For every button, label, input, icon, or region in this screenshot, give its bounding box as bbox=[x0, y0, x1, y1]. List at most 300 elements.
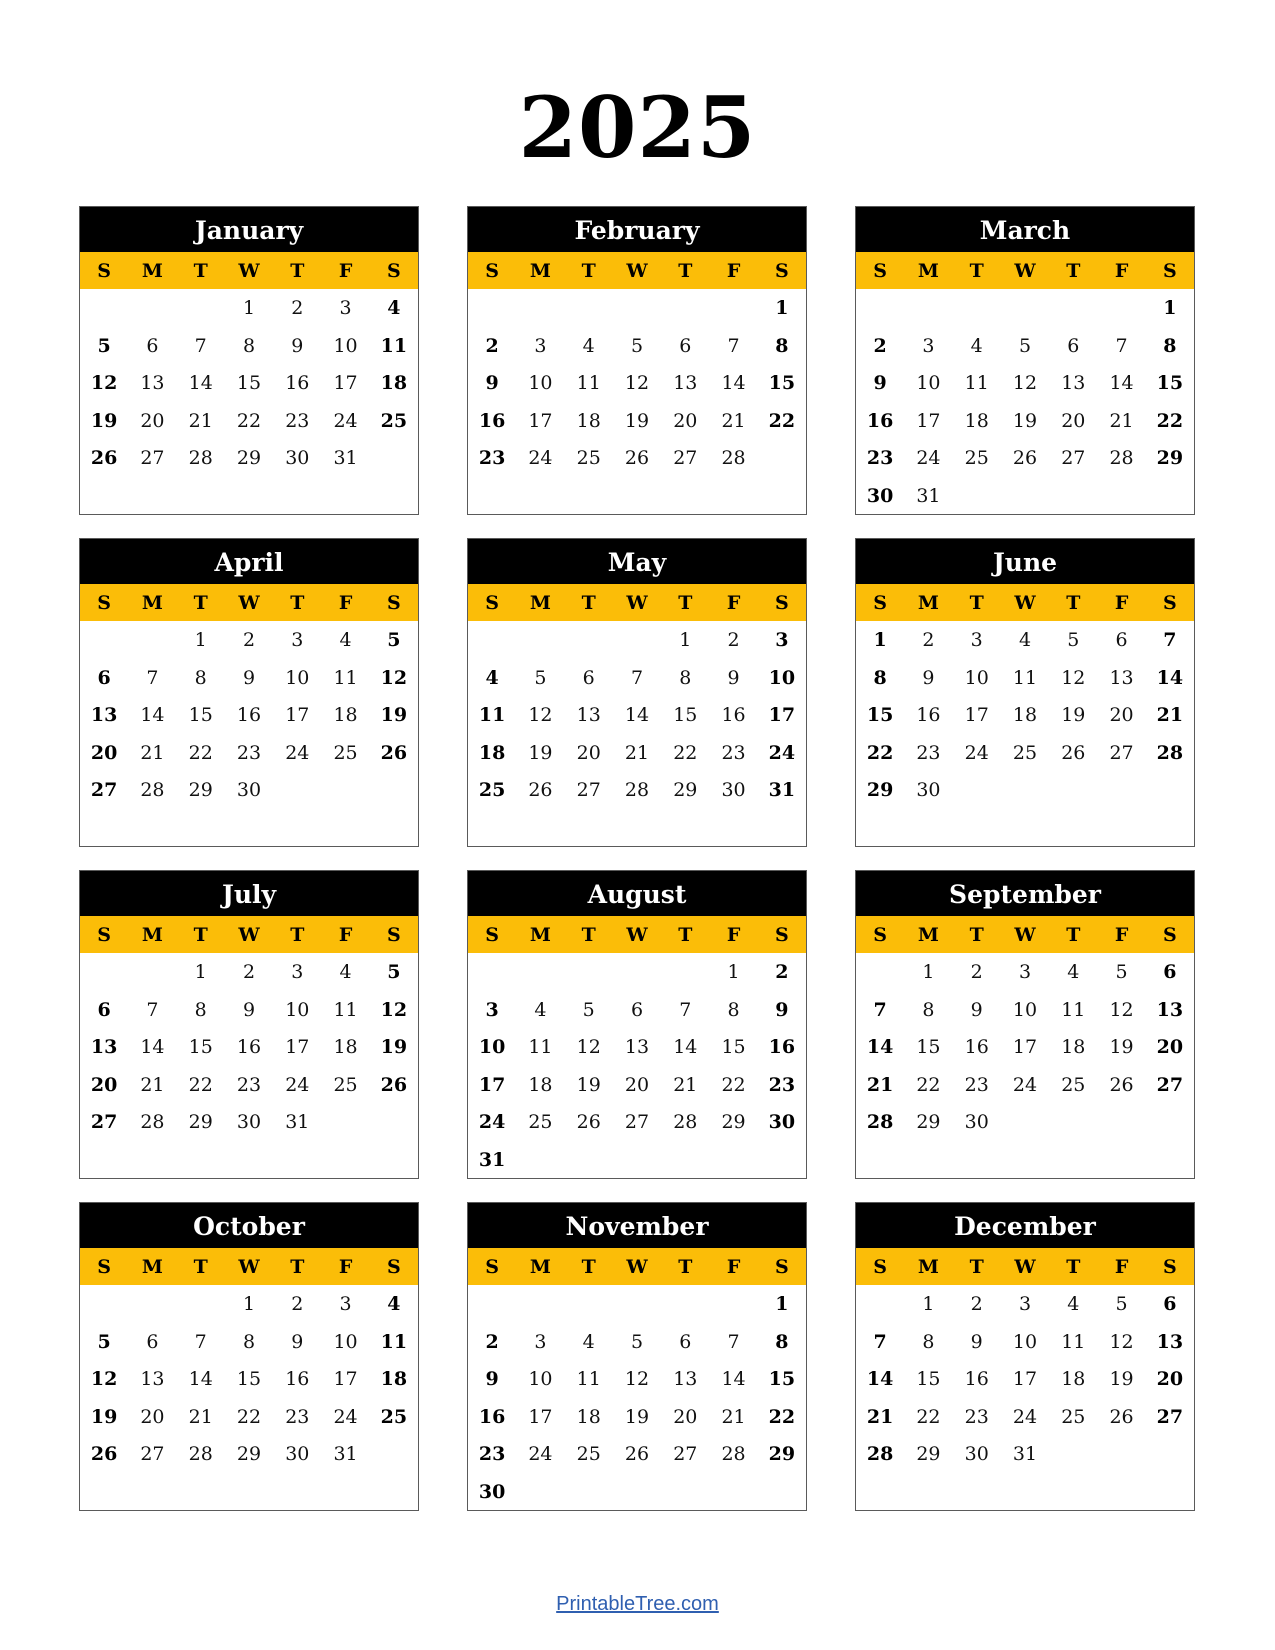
day-cell: 30 bbox=[768, 1111, 796, 1133]
month-july bbox=[79, 870, 419, 1179]
day-cell bbox=[128, 621, 176, 659]
day-cell bbox=[661, 1473, 709, 1511]
weekday-label: M bbox=[917, 924, 939, 946]
month-name: October bbox=[80, 1203, 418, 1248]
month-march bbox=[855, 206, 1195, 515]
day-cell bbox=[177, 289, 225, 327]
day-cell bbox=[516, 1141, 564, 1179]
day-cell: 6 bbox=[146, 1330, 159, 1353]
day-cell: 25 bbox=[1061, 1073, 1086, 1096]
day-cell: 25 bbox=[478, 779, 506, 801]
day-cell bbox=[613, 621, 661, 659]
day-cell bbox=[565, 1141, 613, 1179]
day-cell: 3 bbox=[485, 998, 499, 1021]
day-cell bbox=[904, 289, 952, 327]
month-name: January bbox=[80, 207, 418, 252]
weekday-label: S bbox=[1162, 1256, 1177, 1278]
day-cell: 24 bbox=[285, 741, 310, 764]
day-cell: 3 bbox=[970, 629, 983, 651]
day-cell: 26 bbox=[380, 1073, 408, 1096]
day-cell: 12 bbox=[1061, 666, 1086, 689]
day-cell: 31 bbox=[333, 447, 358, 469]
day-cell: 25 bbox=[380, 1405, 408, 1428]
day-cell: 3 bbox=[775, 629, 789, 651]
day-cell: 8 bbox=[242, 1330, 256, 1353]
day-cell bbox=[1097, 477, 1145, 515]
day-cell: 23 bbox=[236, 1073, 262, 1096]
footer-link[interactable]: PrintableTree.com bbox=[556, 1593, 719, 1615]
day-cell: 18 bbox=[576, 1405, 601, 1428]
day-cell: 1 bbox=[242, 297, 256, 319]
day-cell bbox=[468, 953, 516, 991]
weekday-header-row bbox=[468, 584, 806, 621]
day-cell: 9 bbox=[242, 666, 256, 689]
days-grid bbox=[80, 289, 418, 477]
weekday-label: M bbox=[141, 924, 163, 946]
day-cell: 10 bbox=[528, 372, 553, 394]
day-cell: 20 bbox=[140, 1405, 165, 1428]
day-cell: 25 bbox=[1012, 741, 1038, 764]
day-cell: 31 bbox=[285, 1111, 310, 1133]
day-cell: 30 bbox=[964, 1111, 989, 1133]
day-cell: 17 bbox=[768, 704, 796, 726]
day-cell: 23 bbox=[285, 1405, 310, 1428]
day-cell: 26 bbox=[576, 1111, 601, 1133]
day-cell: 8 bbox=[194, 666, 207, 689]
month-august bbox=[467, 870, 807, 1179]
weekday-label: T bbox=[678, 1256, 693, 1278]
day-cell: 19 bbox=[380, 704, 408, 726]
day-cell: 22 bbox=[768, 409, 796, 432]
day-cell: 7 bbox=[146, 998, 159, 1021]
day-cell: 19 bbox=[528, 741, 553, 764]
weekday-header-row bbox=[80, 252, 418, 289]
day-cell: 10 bbox=[285, 666, 310, 689]
weekday-header-row bbox=[80, 916, 418, 953]
day-cell: 16 bbox=[285, 1368, 310, 1390]
day-cell: 4 bbox=[534, 998, 547, 1021]
day-cell bbox=[613, 1141, 661, 1179]
month-october bbox=[79, 1202, 419, 1511]
month-name: July bbox=[80, 871, 418, 916]
weekday-label: T bbox=[678, 924, 693, 946]
day-cell: 13 bbox=[1109, 666, 1134, 689]
day-cell bbox=[709, 1141, 757, 1179]
day-cell: 28 bbox=[866, 1111, 894, 1133]
day-cell: 21 bbox=[866, 1073, 894, 1096]
day-cell: 13 bbox=[140, 1368, 165, 1390]
day-cell: 9 bbox=[922, 666, 935, 689]
day-cell: 20 bbox=[1109, 704, 1134, 726]
day-cell: 6 bbox=[679, 334, 692, 357]
day-cell bbox=[516, 1473, 564, 1511]
day-cell: 10 bbox=[964, 666, 989, 689]
day-cell: 18 bbox=[528, 1073, 553, 1096]
day-cell bbox=[613, 1473, 661, 1511]
weekday-label: M bbox=[917, 1256, 939, 1278]
day-cell: 13 bbox=[1156, 1330, 1184, 1353]
days-grid bbox=[80, 621, 418, 809]
weekday-label: T bbox=[969, 260, 984, 282]
weekday-header-row bbox=[468, 1248, 806, 1285]
day-cell: 25 bbox=[576, 1443, 601, 1465]
day-cell: 21 bbox=[140, 1073, 165, 1096]
day-cell: 16 bbox=[916, 704, 941, 726]
day-cell: 11 bbox=[1012, 666, 1038, 689]
weekday-label: S bbox=[386, 260, 401, 282]
day-cell: 7 bbox=[194, 1330, 207, 1353]
weekday-label: T bbox=[969, 1256, 984, 1278]
weekday-label: W bbox=[1014, 260, 1036, 282]
weekday-label: T bbox=[193, 592, 208, 614]
weekday-label: W bbox=[1014, 1256, 1036, 1278]
day-cell: 21 bbox=[1109, 409, 1134, 432]
day-cell: 8 bbox=[775, 334, 789, 357]
day-cell: 16 bbox=[866, 409, 894, 432]
day-cell: 24 bbox=[528, 1443, 553, 1465]
day-cell: 27 bbox=[90, 1111, 118, 1133]
day-cell bbox=[1049, 1435, 1097, 1473]
day-cell: 30 bbox=[478, 1480, 506, 1503]
day-cell: 27 bbox=[140, 447, 165, 469]
day-cell: 28 bbox=[188, 447, 213, 469]
days-grid bbox=[468, 289, 806, 477]
day-cell bbox=[661, 953, 709, 991]
day-cell: 17 bbox=[1012, 1368, 1038, 1390]
day-cell: 8 bbox=[775, 1330, 789, 1353]
day-cell bbox=[661, 289, 709, 327]
day-cell: 17 bbox=[285, 704, 310, 726]
day-cell: 6 bbox=[1115, 629, 1128, 651]
day-cell: 25 bbox=[333, 1073, 358, 1096]
day-cell: 12 bbox=[624, 372, 650, 394]
day-cell: 15 bbox=[236, 372, 262, 394]
day-cell: 7 bbox=[679, 998, 692, 1021]
weekday-header-row bbox=[468, 916, 806, 953]
day-cell: 17 bbox=[333, 1368, 358, 1390]
day-cell: 25 bbox=[1061, 1405, 1086, 1428]
day-cell: 19 bbox=[1012, 409, 1038, 432]
day-cell bbox=[370, 1103, 418, 1141]
weekday-label: M bbox=[529, 592, 551, 614]
day-cell: 14 bbox=[1109, 372, 1134, 394]
weekday-header-row bbox=[80, 1248, 418, 1285]
day-cell: 20 bbox=[140, 409, 165, 432]
day-cell: 20 bbox=[673, 1405, 698, 1428]
day-cell: 26 bbox=[90, 447, 118, 469]
day-cell: 24 bbox=[285, 1073, 310, 1096]
day-cell: 15 bbox=[768, 372, 796, 394]
day-cell bbox=[613, 953, 661, 991]
day-cell: 25 bbox=[576, 447, 601, 469]
weekday-label: S bbox=[485, 1256, 499, 1278]
day-cell: 7 bbox=[873, 998, 887, 1021]
day-cell: 10 bbox=[1012, 1330, 1038, 1353]
day-cell bbox=[565, 1285, 613, 1323]
day-cell: 2 bbox=[873, 334, 887, 357]
day-cell: 4 bbox=[339, 961, 352, 983]
day-cell: 1 bbox=[775, 297, 789, 319]
weekday-label: F bbox=[338, 260, 353, 282]
day-cell: 2 bbox=[727, 629, 740, 651]
day-cell bbox=[128, 953, 176, 991]
day-cell bbox=[321, 1103, 369, 1141]
day-cell: 24 bbox=[916, 447, 941, 469]
day-cell: 25 bbox=[528, 1111, 553, 1133]
day-cell: 12 bbox=[1012, 372, 1038, 394]
day-cell bbox=[1097, 289, 1145, 327]
day-cell: 30 bbox=[236, 779, 262, 801]
day-cell: 26 bbox=[380, 741, 408, 764]
day-cell: 1 bbox=[922, 1293, 935, 1315]
month-name: August bbox=[468, 871, 806, 916]
day-cell bbox=[516, 289, 564, 327]
day-cell: 28 bbox=[721, 1443, 746, 1465]
day-cell: 18 bbox=[380, 1368, 408, 1390]
day-cell: 22 bbox=[1156, 409, 1184, 432]
day-cell: 12 bbox=[1109, 998, 1134, 1021]
day-cell: 23 bbox=[721, 741, 746, 764]
weekday-header-row bbox=[856, 1248, 1194, 1285]
day-cell: 13 bbox=[1156, 998, 1184, 1021]
day-cell: 17 bbox=[333, 372, 358, 394]
day-cell: 29 bbox=[673, 779, 698, 801]
day-cell: 30 bbox=[866, 484, 894, 507]
month-december bbox=[855, 1202, 1195, 1511]
day-cell: 21 bbox=[866, 1405, 894, 1428]
day-cell: 30 bbox=[916, 779, 941, 801]
weekday-label: S bbox=[1162, 924, 1177, 946]
day-cell: 5 bbox=[387, 961, 401, 983]
day-cell: 17 bbox=[478, 1073, 506, 1096]
weekday-label: T bbox=[290, 1256, 305, 1278]
day-cell: 10 bbox=[333, 334, 358, 357]
day-cell: 23 bbox=[285, 409, 310, 432]
weekday-label: T bbox=[678, 260, 693, 282]
day-cell: 13 bbox=[673, 372, 698, 394]
day-cell bbox=[80, 289, 128, 327]
day-cell bbox=[1001, 477, 1049, 515]
day-cell: 14 bbox=[866, 1368, 894, 1390]
weekday-label: T bbox=[193, 924, 208, 946]
day-cell: 14 bbox=[140, 1036, 165, 1058]
day-cell: 4 bbox=[1067, 1293, 1080, 1315]
day-cell: 21 bbox=[624, 741, 650, 764]
day-cell: 6 bbox=[630, 998, 644, 1021]
day-cell: 18 bbox=[1012, 704, 1038, 726]
day-cell: 5 bbox=[534, 666, 547, 689]
day-cell bbox=[953, 477, 1001, 515]
day-cell: 22 bbox=[721, 1073, 746, 1096]
weekday-header-row bbox=[856, 252, 1194, 289]
weekday-label: F bbox=[726, 592, 741, 614]
day-cell: 26 bbox=[1109, 1405, 1134, 1428]
day-cell: 30 bbox=[285, 447, 310, 469]
day-cell: 13 bbox=[1061, 372, 1086, 394]
day-cell: 19 bbox=[624, 409, 650, 432]
day-cell: 19 bbox=[576, 1073, 601, 1096]
weekday-label: W bbox=[626, 592, 648, 614]
weekday-label: S bbox=[485, 924, 499, 946]
days-grid bbox=[80, 953, 418, 1141]
day-cell: 10 bbox=[528, 1368, 553, 1390]
day-cell: 27 bbox=[673, 1443, 698, 1465]
day-cell: 24 bbox=[528, 447, 553, 469]
day-cell: 5 bbox=[387, 629, 401, 651]
days-grid bbox=[468, 621, 806, 809]
day-cell: 16 bbox=[721, 704, 746, 726]
day-cell: 30 bbox=[236, 1111, 262, 1133]
day-cell: 10 bbox=[285, 998, 310, 1021]
day-cell: 26 bbox=[624, 447, 650, 469]
day-cell: 19 bbox=[380, 1036, 408, 1058]
day-cell bbox=[709, 1473, 757, 1511]
day-cell: 1 bbox=[1163, 297, 1177, 319]
day-cell: 4 bbox=[582, 1330, 595, 1353]
weekday-label: T bbox=[581, 592, 596, 614]
day-cell: 20 bbox=[576, 741, 601, 764]
day-cell: 12 bbox=[528, 704, 553, 726]
day-cell: 26 bbox=[90, 1443, 118, 1465]
day-cell: 22 bbox=[188, 1073, 213, 1096]
day-cell: 26 bbox=[1061, 741, 1086, 764]
day-cell: 29 bbox=[916, 1443, 941, 1465]
month-name: March bbox=[856, 207, 1194, 252]
day-cell: 23 bbox=[964, 1405, 989, 1428]
days-grid bbox=[856, 621, 1194, 809]
day-cell: 30 bbox=[285, 1443, 310, 1465]
weekday-label: T bbox=[193, 1256, 208, 1278]
day-cell: 24 bbox=[1012, 1405, 1038, 1428]
day-cell: 4 bbox=[970, 334, 983, 357]
days-grid bbox=[856, 1285, 1194, 1473]
day-cell: 17 bbox=[528, 1405, 553, 1428]
weekday-header-row bbox=[80, 584, 418, 621]
day-cell: 29 bbox=[1156, 447, 1184, 469]
day-cell bbox=[273, 771, 321, 809]
day-cell bbox=[856, 289, 904, 327]
day-cell: 15 bbox=[673, 704, 698, 726]
day-cell: 11 bbox=[1061, 998, 1086, 1021]
day-cell: 15 bbox=[1156, 372, 1184, 394]
day-cell: 17 bbox=[964, 704, 989, 726]
day-cell: 14 bbox=[188, 1368, 213, 1390]
day-cell: 4 bbox=[582, 334, 595, 357]
weekday-label: S bbox=[1162, 592, 1177, 614]
day-cell: 13 bbox=[624, 1036, 650, 1058]
day-cell: 8 bbox=[873, 666, 887, 689]
day-cell: 13 bbox=[90, 1036, 118, 1058]
day-cell: 6 bbox=[582, 666, 595, 689]
day-cell: 24 bbox=[333, 1405, 358, 1428]
weekday-label: F bbox=[338, 1256, 353, 1278]
month-january bbox=[79, 206, 419, 515]
day-cell: 22 bbox=[236, 409, 262, 432]
day-cell: 29 bbox=[188, 779, 213, 801]
day-cell bbox=[321, 771, 369, 809]
day-cell: 7 bbox=[727, 1330, 740, 1353]
day-cell: 12 bbox=[624, 1368, 650, 1390]
day-cell: 5 bbox=[1115, 961, 1128, 983]
day-cell: 4 bbox=[485, 666, 499, 689]
day-cell: 23 bbox=[478, 1443, 506, 1465]
weekday-label: S bbox=[774, 260, 789, 282]
day-cell: 11 bbox=[333, 998, 358, 1021]
weekday-label: T bbox=[581, 260, 596, 282]
weekday-label: T bbox=[678, 592, 693, 614]
day-cell: 26 bbox=[624, 1443, 650, 1465]
day-cell bbox=[370, 439, 418, 477]
day-cell: 8 bbox=[727, 998, 740, 1021]
day-cell: 11 bbox=[380, 1330, 408, 1353]
weekday-label: S bbox=[386, 924, 401, 946]
day-cell: 19 bbox=[1109, 1368, 1134, 1390]
days-grid bbox=[468, 1285, 806, 1510]
day-cell: 9 bbox=[727, 666, 740, 689]
weekday-label: S bbox=[873, 1256, 887, 1278]
weekday-label: T bbox=[1066, 1256, 1081, 1278]
day-cell: 18 bbox=[333, 704, 358, 726]
day-cell: 21 bbox=[188, 409, 213, 432]
day-cell: 2 bbox=[485, 334, 499, 357]
weekday-label: F bbox=[338, 924, 353, 946]
day-cell: 18 bbox=[576, 409, 601, 432]
day-cell: 10 bbox=[916, 372, 941, 394]
weekday-header-row bbox=[468, 252, 806, 289]
day-cell: 14 bbox=[721, 372, 746, 394]
day-cell: 15 bbox=[236, 1368, 262, 1390]
weekday-label: S bbox=[485, 260, 499, 282]
weekday-label: W bbox=[238, 260, 260, 282]
day-cell: 23 bbox=[768, 1073, 796, 1096]
day-cell: 25 bbox=[964, 447, 989, 469]
month-april bbox=[79, 538, 419, 847]
day-cell bbox=[468, 621, 516, 659]
month-name: November bbox=[468, 1203, 806, 1248]
day-cell: 20 bbox=[90, 1073, 118, 1096]
day-cell bbox=[1001, 1103, 1049, 1141]
day-cell: 13 bbox=[90, 704, 118, 726]
day-cell: 1 bbox=[775, 1293, 789, 1315]
day-cell: 28 bbox=[721, 447, 746, 469]
month-september bbox=[855, 870, 1195, 1179]
day-cell: 11 bbox=[333, 666, 358, 689]
day-cell: 16 bbox=[478, 409, 506, 432]
day-cell: 10 bbox=[478, 1036, 506, 1058]
day-cell: 22 bbox=[673, 741, 698, 764]
day-cell: 2 bbox=[291, 297, 304, 319]
day-cell bbox=[1001, 289, 1049, 327]
day-cell: 24 bbox=[768, 741, 796, 764]
day-cell: 18 bbox=[478, 741, 506, 764]
day-cell: 15 bbox=[916, 1368, 941, 1390]
day-cell: 23 bbox=[964, 1073, 989, 1096]
weekday-label: W bbox=[626, 260, 648, 282]
day-cell: 28 bbox=[1156, 741, 1184, 764]
month-name: December bbox=[856, 1203, 1194, 1248]
day-cell: 11 bbox=[380, 334, 408, 357]
day-cell bbox=[1049, 771, 1097, 809]
day-cell: 23 bbox=[866, 447, 894, 469]
day-cell bbox=[128, 289, 176, 327]
day-cell: 22 bbox=[916, 1405, 941, 1428]
weekday-label: F bbox=[1114, 260, 1129, 282]
day-cell: 21 bbox=[721, 1405, 746, 1428]
days-grid bbox=[856, 289, 1194, 514]
weekday-label: F bbox=[338, 592, 353, 614]
weekday-label: T bbox=[969, 924, 984, 946]
day-cell: 4 bbox=[387, 297, 401, 319]
